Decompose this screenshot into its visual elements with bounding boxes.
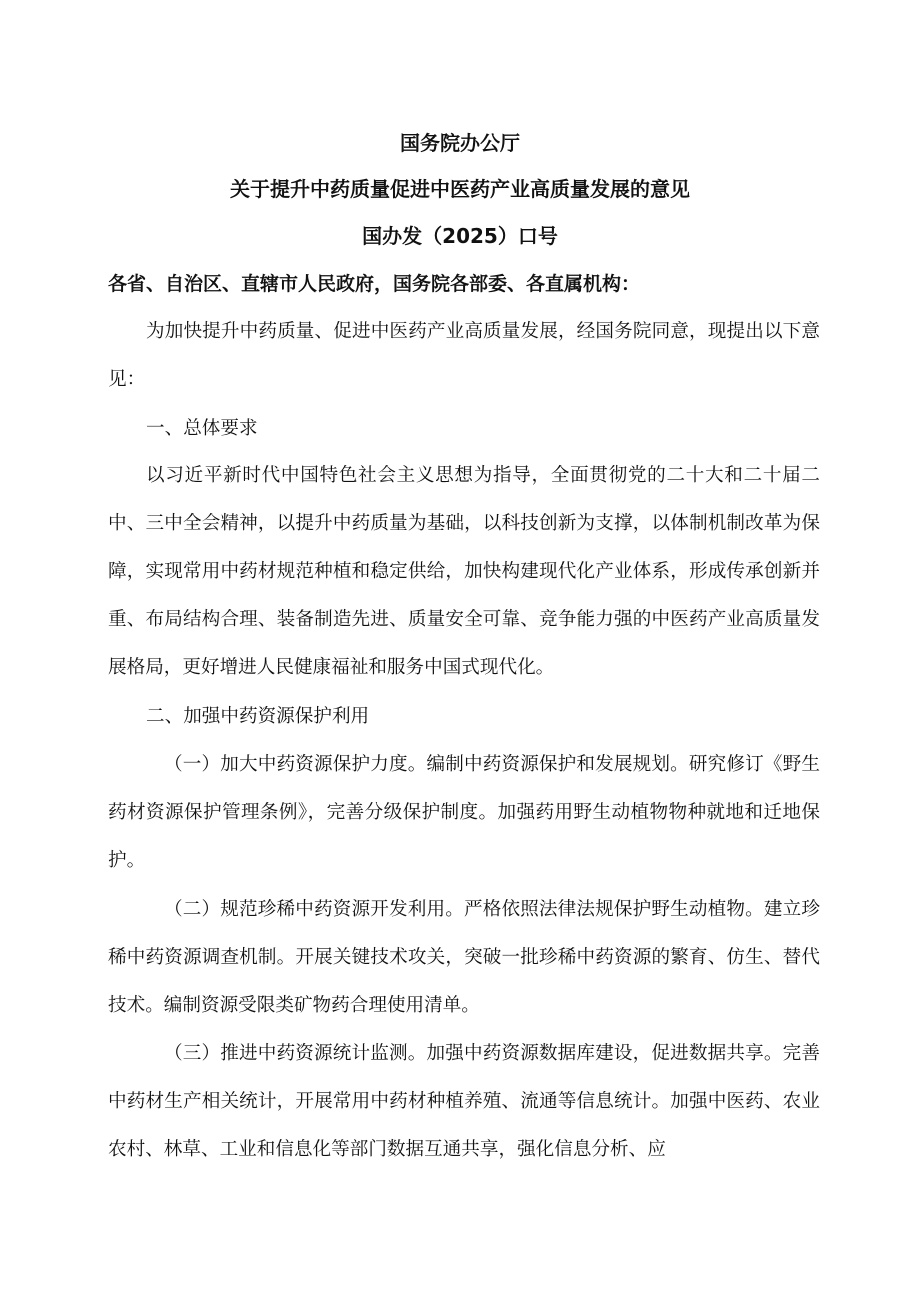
item-1-paragraph: （一）加大中药资源保护力度。编制中药资源保护和发展规划。研究修订《野生药材资源保护管理条例》，完善分级保护制度。加强药用野生动植物物种就地和迁地保护。: [108, 754, 820, 871]
section-1-heading: 一、总体要求: [146, 418, 258, 439]
section-2-heading: 二、加强中药资源保护利用: [146, 706, 370, 727]
salutation: 各省、自治区、直辖市人民政府，国务院各部委、各直属机构：: [108, 273, 641, 295]
section-1-body: 以习近平新时代中国特色社会主义思想为指导，全面贯彻党的二十大和二十届二中、三中全会精神，以提升中药质量为基础，以科技创新为支撑，以体制机制改革为保障，实现常用中药材规范种植和稳定供给，加快构建现代化产业体系，形成传承创新并重、布局结构合理、装备制造先进、质量安全可靠、竞争能力强的中医药产业高质量发展格局，更好增进人民健康福祉和服务中国式现代化。: [108, 465, 820, 678]
intro-paragraph: 为加快提升中药质量、促进中医药产业高质量发展，经国务院同意，现提出以下意见：: [108, 321, 820, 390]
document-number: 国办发（2025）口号: [362, 224, 558, 248]
item-2-paragraph: （二）规范珍稀中药资源开发利用。严格依照法律法规保护野生动植物。建立珍稀中药资源调查机制。开展关键技术攻关，突破一批珍稀中药资源的繁育、仿生、替代技术。编制资源受限类矿物药合理使用清单。: [108, 899, 820, 1016]
item-3-paragraph: （三）推进中药资源统计监测。加强中药资源数据库建设，促进数据共享。完善中药材生产相关统计，开展常用中药材种植养殖、流通等信息统计。加强中医药、农业农村、林草、工业和信息化等部门数据互通共享，强化信息分析、应: [108, 1043, 820, 1160]
issuer-heading: 国务院办公厅: [400, 131, 520, 155]
document-title: 关于提升中药质量促进中医药产业高质量发展的意见: [230, 177, 690, 201]
